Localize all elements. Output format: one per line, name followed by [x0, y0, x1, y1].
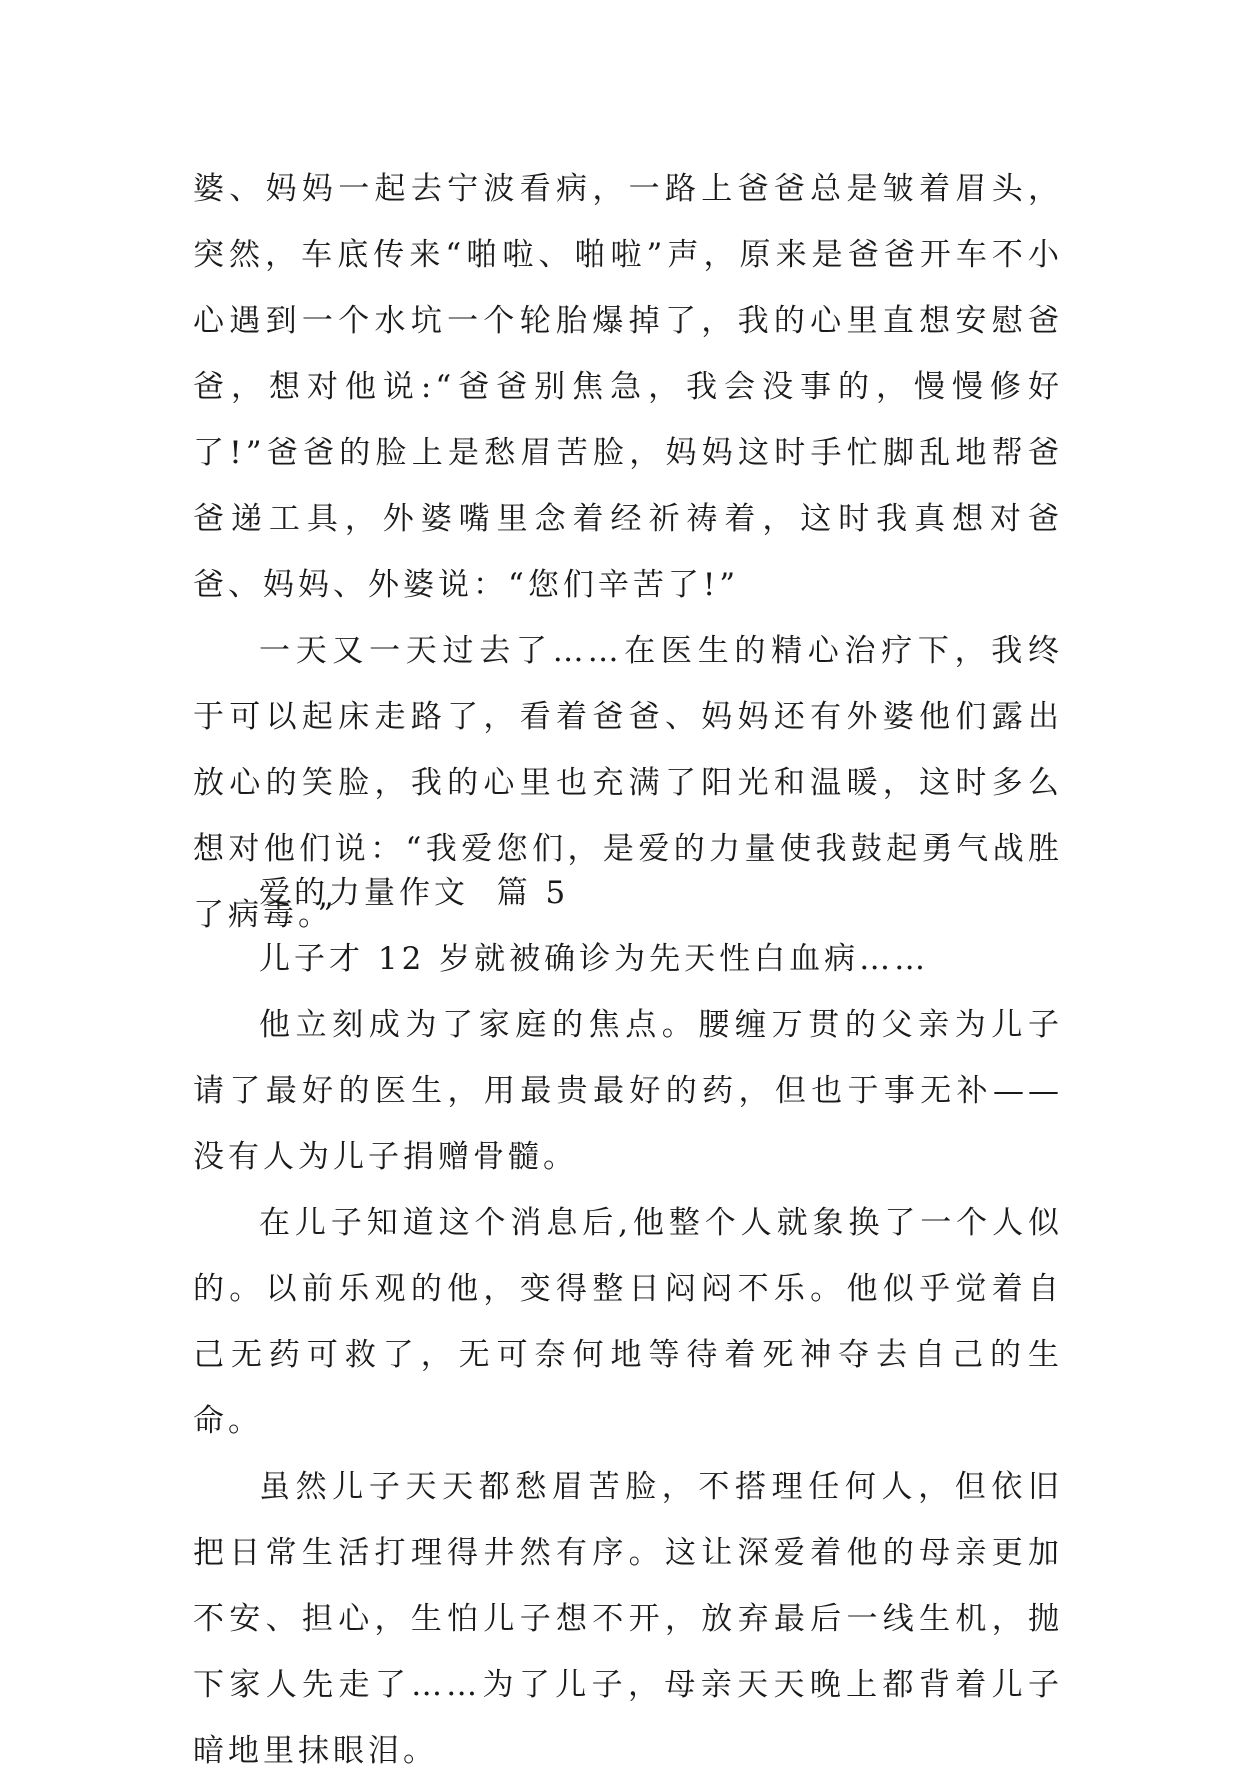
- paragraph: 一天又一天过去了……在医生的精心治疗下，我终于可以起床走路了，看着爸爸、妈妈还有外婆他们露出放心的笑脸，我的心里也充满了阳光和温暖，这时多么想对他们说：“我爱您们，是爱的力量使我鼓起勇气战胜了病毒。”: [193, 633, 1063, 933]
- essay-section-5: [193, 860, 1063, 1784]
- section-heading: 爱的力量作文 篇 5: [259, 875, 570, 911]
- paragraph: 儿子才 12 岁就被确诊为先天性白血病……: [259, 941, 930, 977]
- paragraph: 婆、妈妈一起去宁波看病，一路上爸爸总是皱着眉头，突然，车底传来“啪啦、啪啦”声，原来是爸爸开车不小心遇到一个水坑一个轮胎爆掉了，我的心里直想安慰爸爸，想对他说:“爸爸别焦急，我会没事的，慢慢修好了!”爸爸的脸上是愁眉苦脸，妈妈这时手忙脚乱地帮爸爸递工具，外婆嘴里念着经祈祷着，这时我真想对爸爸、妈妈、外婆说：“您们辛苦了!”: [193, 171, 1063, 603]
- paragraph: 虽然儿子天天都愁眉苦脸，不搭理任何人，但依旧把日常生活打理得井然有序。这让深爱着他的母亲更加不安、担心，生怕儿子想不开，放弃最后一线生机，抛下家人先走了……为了儿子，母亲天天晚上都背着儿子暗地里抹眼泪。: [193, 1469, 1063, 1769]
- essay-continuation: [193, 156, 1063, 948]
- paragraph: 他立刻成为了家庭的焦点。腰缠万贯的父亲为儿子请了最好的医生，用最贵最好的药，但也于事无补——没有人为儿子捐赠骨髓。: [193, 1007, 1063, 1175]
- paragraph: 在儿子知道这个消息后,他整个人就象换了一个人似的。以前乐观的他，变得整日闷闷不乐。他似乎觉着自己无药可救了，无可奈何地等待着死神夺去自己的生命。: [193, 1205, 1063, 1439]
